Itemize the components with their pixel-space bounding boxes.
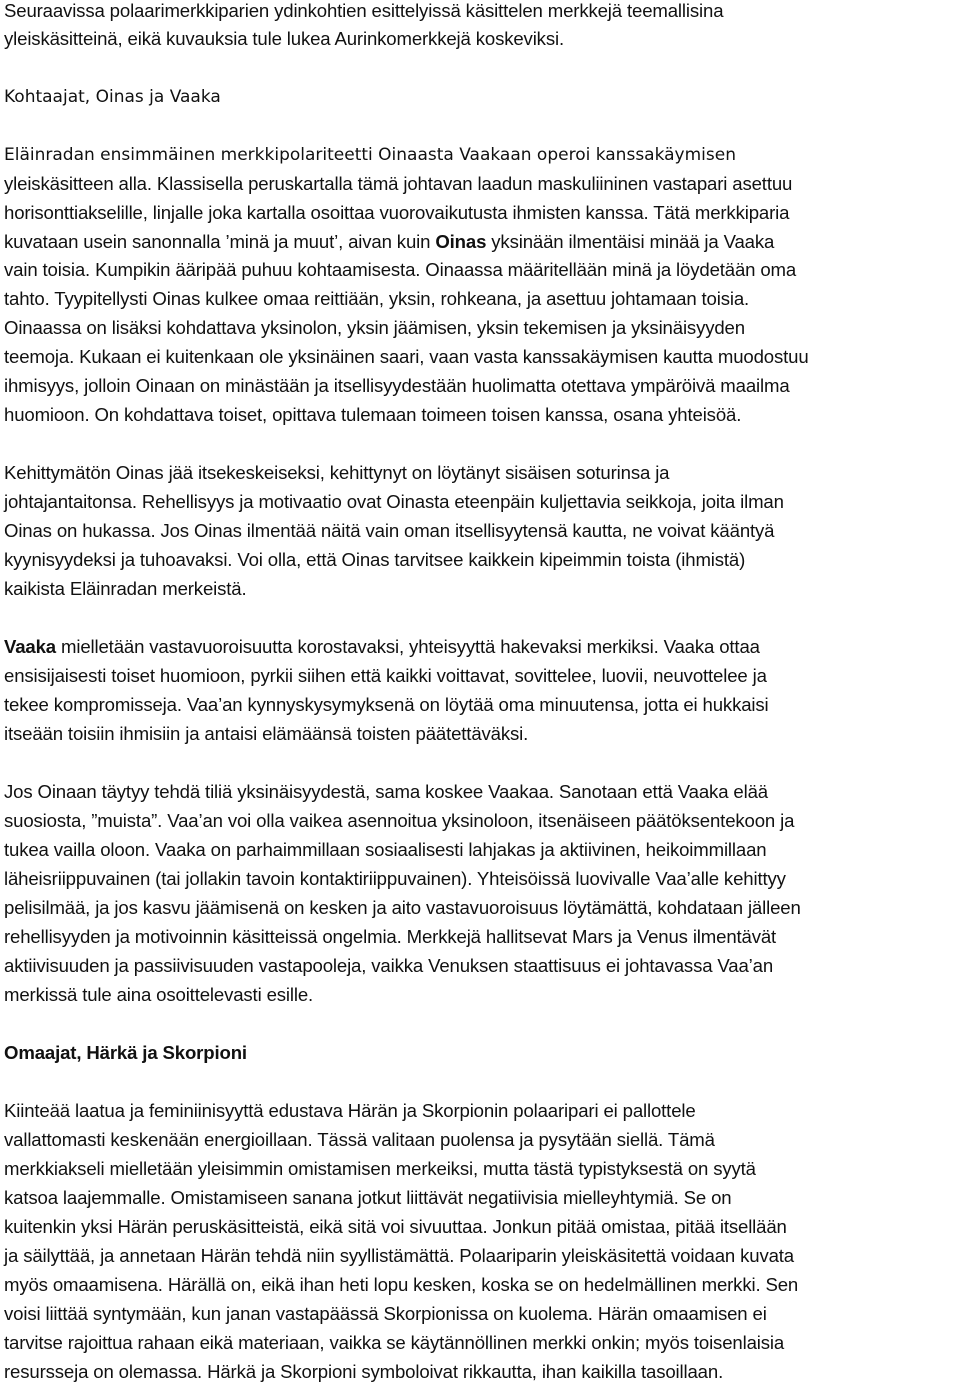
text-segment: pelisilmää, ja jos kasvu jäämisenä on kesken ja aito vastavuoroisuus löytämättä, kohdataan jälleen	[4, 897, 801, 918]
text-line	[4, 1244, 794, 1268]
text-segment: horisonttiakselille, linjalle joka kartalla osoittaa vuorovaikutusta ihmisten kanssa. Tätä merkkiparia	[4, 202, 790, 223]
text-segment: katsoa laajemmalle. Omistamiseen sanana jotkut liittävät negatiivisia mielleyhtymiä. Se on	[4, 1187, 732, 1208]
text-segment: kyynisyydeksi ja tuhoavaksi. Voi olla, että Oinas tarvitsee kaikkein kipeimmin toista (ihmistä)	[4, 549, 746, 570]
text-segment: voisi liittää syntymään, kun janan vastapäässä Skorpionissa on kuolema. Härän omaamisen ei	[4, 1303, 767, 1324]
text-segment: teemoja. Kukaan ei kuitenkaan ole yksinäinen saari, vaan vasta kanssakäymisen kautta muodostuu	[4, 346, 809, 367]
text-line	[4, 143, 736, 167]
text-segment: Oinas on hukassa. Jos Oinas ilmentää näitä vain oman itsellisyytensä kautta, ne voivat kääntyä	[4, 520, 775, 541]
text-line	[4, 519, 774, 543]
text-line	[4, 201, 789, 225]
text-line	[4, 867, 786, 891]
text-segment: Jos Oinaan täytyy tehdä tiliä yksinäisyydestä, sama koskee Vaakaa. Sanotaan että Vaaka elää	[4, 781, 768, 802]
text-segment: kuvataan usein sanonnalla ’minä ja muut’, aivan kuin	[4, 231, 436, 252]
text-line	[4, 780, 768, 804]
text-line	[4, 577, 247, 601]
text-segment: Kehittymätön Oinas jää itsekeskeiseksi, kehittynyt on löytänyt sisäisen soturinsa ja	[4, 462, 670, 483]
text-segment: merkkiakseli mielletään yleisimmin omistamisen merkeiksi, mutta tästä typistyksestä on syytä	[4, 1158, 756, 1179]
text-segment: johtajantaitonsa. Rehellisyys ja motivaatio ovat Oinasta eteenpäin kuljettavia seikkoja, joita ilman	[4, 491, 784, 512]
text-line	[4, 230, 774, 254]
text-segment: Eläinradan ensimmäinen merkkipolariteetti Oinaasta Vaakaan operoi kanssakäymisen	[4, 145, 736, 165]
text-segment: yleiskäsitteinä, eikä kuvauksia tule lukea Aurinkomerkkejä koskeviksi.	[4, 28, 564, 49]
text-segment: Seuraavissa polaarimerkkiparien ydinkohtien esittelyissä käsittelen merkkejä teemallisina	[4, 0, 724, 21]
section-heading	[4, 85, 221, 109]
text-line	[4, 374, 790, 398]
text-line	[4, 1302, 767, 1326]
text-segment: rehellisyyden ja motivoinnin käsitteissä ongelmia. Merkkejä hallitsevat Mars ja Venus ilmentävät	[4, 926, 777, 947]
text-line	[4, 287, 749, 311]
text-segment: vain toisia. Kumpikin ääripää puhuu kohtaamisesta. Oinaassa määritellään minä ja löydetään oma	[4, 259, 797, 280]
text-segment: Kohtaajat, Oinas ja Vaaka	[4, 87, 221, 107]
text-segment: Oinaassa on lisäksi kohdattava yksinolon, yksin jäämisen, yksin tekemisen ja yksinäisyyden	[4, 317, 745, 338]
text-segment: ja säilyttää, ja annetaan Härän tehdä niin syyllistämättä. Polaariparin yleiskäsitettä voidaan kuvata	[4, 1245, 795, 1266]
text-segment: tahto. Tyypitellysti Oinas kulkee omaa reittiään, yksin, rohkeana, ja asettuu johtamaan toisia.	[4, 288, 750, 309]
text-line	[4, 27, 564, 51]
text-segment: itseään toisiin ihmisiin ja antaisi elämäänsä toisten päätettäväksi.	[4, 723, 529, 744]
text-line	[4, 722, 528, 746]
text-segment: kaikista Eläinradan merkeistä.	[4, 578, 247, 599]
text-segment: tukea vailla oloon. Vaaka on parhaimmillaan sosiaalisesti lahjakas ja aktiivinen, heikoimmillaan	[4, 839, 767, 860]
text-line	[4, 345, 809, 369]
text-segment: merkissä tule aina osoittelevasti esille.	[4, 984, 314, 1005]
text-line	[4, 1331, 784, 1355]
text-line	[4, 172, 792, 196]
text-line	[4, 0, 723, 23]
text-segment: Kiinteää laatua ja feminiinisyyttä edustava Härän ja Skorpionin polaaripari ei pallottele	[4, 1100, 696, 1121]
text-segment: läheisriippuvainen (tai jollakin tavoin kontaktiriippuvainen). Yhteisöissä luovivalle Vaa’alle kehittyy	[4, 868, 786, 889]
text-line	[4, 490, 784, 514]
text-segment: myös omaamisena. Härällä on, eikä ihan heti lopu kesken, koska se on hedelmällinen merkki. Sen	[4, 1274, 799, 1295]
text-line	[4, 1099, 696, 1123]
text-segment: tarvitse rajoittua rahaan eikä materiaan, vaikka se käytännöllinen merkki onkin; myös toisenlaisia	[4, 1332, 785, 1353]
text-segment: mielletään vastavuoroisuutta korostavaksi, yhteisyyttä hakevaksi merkiksi. Vaaka ottaa	[56, 636, 760, 657]
text-segment: vallattomasti keskenään energioillaan. Tässä valitaan puolensa ja pysytään siellä. Tämä	[4, 1129, 715, 1150]
text-line	[4, 1186, 732, 1210]
text-segment: tekee kompromisseja. Vaa’an kynnyskysymyksenä on löytää oma minuutensa, jotta ei hukkaisi	[4, 694, 769, 715]
text-line	[4, 548, 745, 572]
text-line	[4, 954, 773, 978]
text-line	[4, 461, 669, 485]
text-line	[4, 925, 776, 949]
text-line	[4, 403, 741, 427]
text-line	[4, 316, 745, 340]
text-line	[4, 1360, 723, 1384]
text-segment: suosiosta, ”muista”. Vaa’an voi olla vaikea asennoitua yksinoloon, itsenäiseen päätöksentekoon ja	[4, 810, 795, 831]
text-line	[4, 1157, 756, 1181]
text-segment: yleiskäsitteen alla. Klassisella peruskartalla tämä johtavan laadun maskuliininen vastapari asettuu	[4, 173, 793, 194]
text-line	[4, 896, 801, 920]
text-segment: ihmisyys, jolloin Oinaan on minästään ja itsellisyydestään huolimatta otettava ympäröivä maailma	[4, 375, 790, 396]
text-line	[4, 983, 313, 1007]
section-heading	[4, 1041, 247, 1065]
bold-term: Oinas	[435, 231, 487, 252]
text-segment: huomioon. On kohdattava toiset, opittava tulemaan toimeen toisen kanssa, osana yhteisöä.	[4, 404, 742, 425]
text-line	[4, 635, 760, 659]
text-segment: yksinään ilmentäisi minää ja Vaaka	[486, 231, 775, 252]
text-line	[4, 1128, 715, 1152]
text-segment: resursseja on olemassa. Härkä ja Skorpioni symboloivat rikkautta, ihan kaikilla tasoillaan.	[4, 1361, 724, 1382]
bold-term: Vaaka	[4, 636, 56, 657]
text-segment: kuitenkin yksi Härän peruskäsitteistä, eikä sitä voi sivuuttaa. Jonkun pitää omistaa, pitää itsellään	[4, 1216, 787, 1237]
text-line	[4, 693, 769, 717]
text-line	[4, 838, 766, 862]
text-segment: aktiivisuuden ja passiivisuuden vastapooleja, vaikka Venuksen staattisuus ei johtavassa Vaa’an	[4, 955, 774, 976]
text-segment: ensisijaisesti toiset huomioon, pyrkii siihen että kaikki voittavat, sovittelee, luovii, neuvottelee ja	[4, 665, 767, 686]
text-line	[4, 664, 767, 688]
text-line	[4, 1273, 798, 1297]
text-segment: Omaajat, Härkä ja Skorpioni	[4, 1042, 247, 1063]
text-line	[4, 809, 794, 833]
text-line	[4, 1215, 787, 1239]
text-line	[4, 258, 796, 282]
